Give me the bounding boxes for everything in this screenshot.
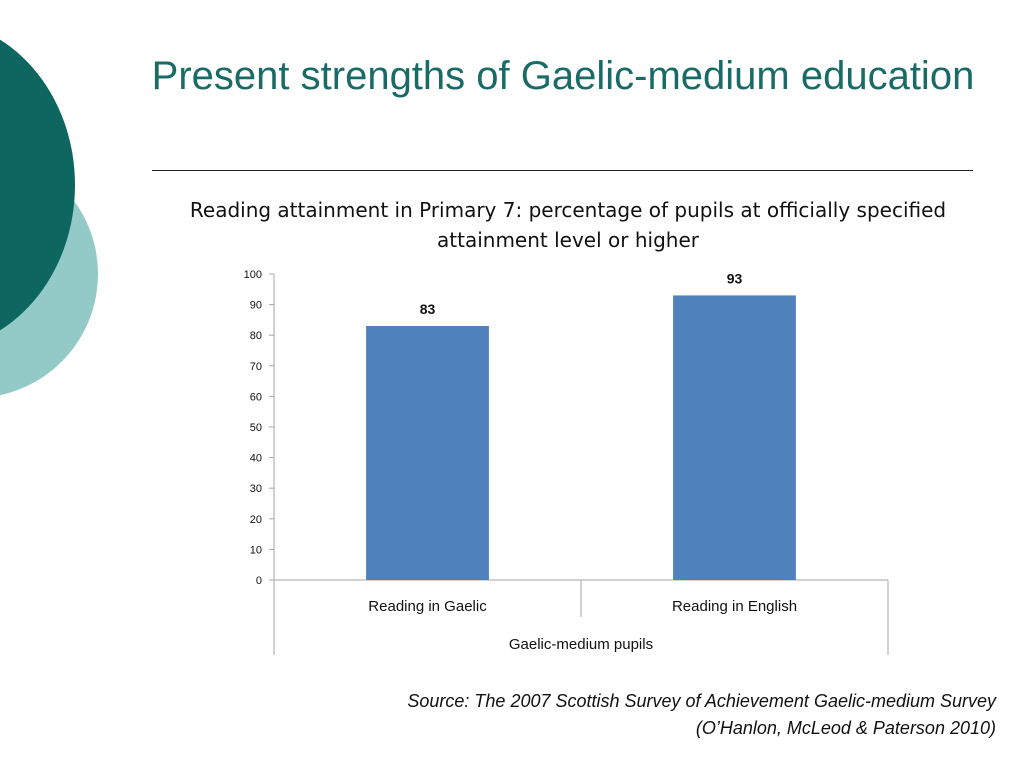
y-tick-label: 10 <box>249 544 262 557</box>
data-label-2: 93 <box>726 270 743 287</box>
data-label-1: 83 <box>419 301 436 318</box>
source-citation <box>200 688 996 742</box>
chart-title: Reading attainment in Primary 7: percentage of pupils at officially specified attainment level or higher <box>189 198 947 252</box>
category-label-2: Reading in English <box>671 598 798 615</box>
y-tick-label: 0 <box>255 575 262 587</box>
y-tick-label: 90 <box>249 299 262 312</box>
y-tick-label: 80 <box>249 330 262 343</box>
source-line-1: Source: The 2007 Scottish Survey of Achievement Gaelic-medium Survey <box>407 691 996 711</box>
y-tick-label: 70 <box>249 360 262 373</box>
source-line-2: (O’Hanlon, McLeod & Paterson 2010) <box>695 718 996 738</box>
bar-1 <box>366 326 489 580</box>
group-label: Gaelic-medium pupils <box>508 636 654 653</box>
y-tick-label: 60 <box>249 391 262 404</box>
category-label-1: Reading in Gaelic <box>368 598 487 615</box>
y-tick-label: 20 <box>249 513 262 526</box>
y-tick-label: 100 <box>243 269 262 281</box>
y-tick-label: 30 <box>249 483 262 496</box>
y-tick-label: 40 <box>249 452 262 465</box>
slide-title: Present strengths of Gaelic-medium education <box>151 54 975 98</box>
chart-bars <box>366 295 796 580</box>
y-tick-label: 50 <box>249 422 262 434</box>
bar-2 <box>673 295 796 580</box>
